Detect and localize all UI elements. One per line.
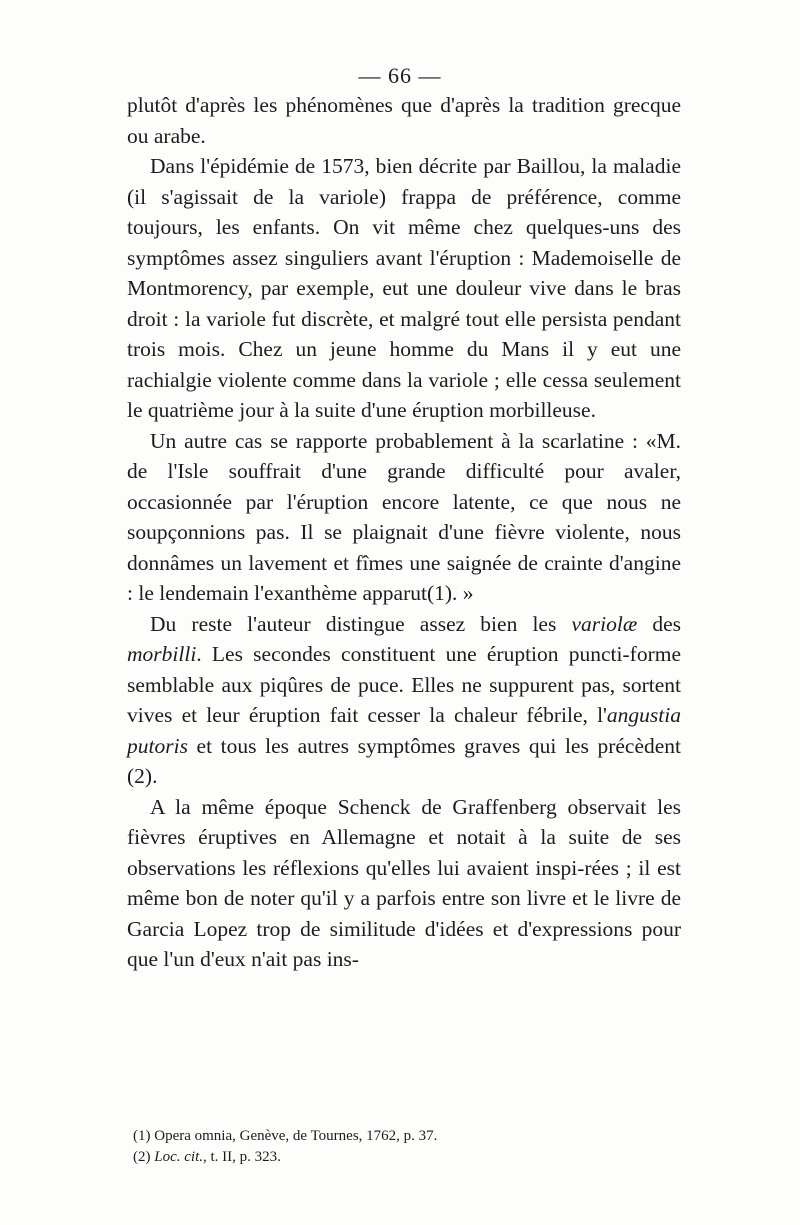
paragraph-3: Un autre cas se rapporte probablement à la scarlatine : «M. de l'Isle souffrait d'une grande difficulté pour avaler, occasionnée par l'éruption encore latente, ce que nous ne soupçonnions pas. Il se plaignait d'une fièvre violente, nous donnâmes un lavement et fîmes une saignée de crainte d'angine : le lendemain l'exanthème apparut(1). » [127, 428, 681, 605]
footnote-1: (1) Opera omnia, Genève, de Tournes, 1762, p. 37. [133, 1128, 438, 1144]
paragraph-2: Dans l'épidémie de 1573, bien décrite par Baillou, la maladie (il s'agissait de la variole) frappa de préférence, comme toujours, les enfants. On vit même chez quelques-uns des symptômes assez singuliers avant l'éruption : Mademoiselle de Montmorency, par exemple, eut une douleur vive dans le bras droit : la variole fut discrète, et malgré tout elle persista pendant trois mois. Chez un jeune homme du Mans il y eut une rachialgie violente comme dans la variole ; elle cessa seulement le quatrième jour à la suite d'une éruption morbilleuse. [127, 154, 681, 422]
paragraph-4-text-1: Du reste l'auteur distingue assez bien les [150, 611, 572, 636]
paragraph-5: A la même époque Schenck de Graffenberg observait les fièvres éruptives en Allemagne et notait à la suite de ses observations les réflexions qu'elles lui avaient inspi-rées ; il est même bon de noter qu'il y a parfois entre son livre et le livre de Garcia Lopez trop de similitude d'idées et d'expressions pour que l'un d'eux n'ait pas ins- [127, 794, 681, 971]
body-text [127, 90, 681, 975]
footnote-2 [133, 1147, 681, 1168]
paragraph-4-text-3: . Les secondes constituent une éruption puncti-forme semblable aux piqûres de puce. Elles ne suppurent pas, sortent vives et leur éruption fait cesser la chaleur fébrile, l' [127, 642, 681, 727]
footnote-2-loc-cit: Loc. cit. [154, 1149, 203, 1165]
footnote-2-reference: , t. II, p. 323. [203, 1149, 281, 1165]
paragraph-4-text-4: et tous les autres symptômes graves qui les précèdent (2). [127, 733, 681, 788]
term-morbilli: morbilli [127, 642, 197, 666]
paragraph-4 [127, 609, 681, 792]
term-variolae: variolæ [571, 611, 638, 636]
footnotes [133, 1126, 681, 1168]
paragraph-4-text-2: des [637, 611, 681, 636]
paragraph-1: plutôt d'après les phénomènes que d'après la tradition grecque ou arabe. [127, 93, 681, 148]
term-angustia-putoris: angustia putoris [127, 703, 681, 758]
footnote-2-number: (2) [133, 1149, 155, 1165]
page-number: — 66 — [358, 63, 442, 88]
